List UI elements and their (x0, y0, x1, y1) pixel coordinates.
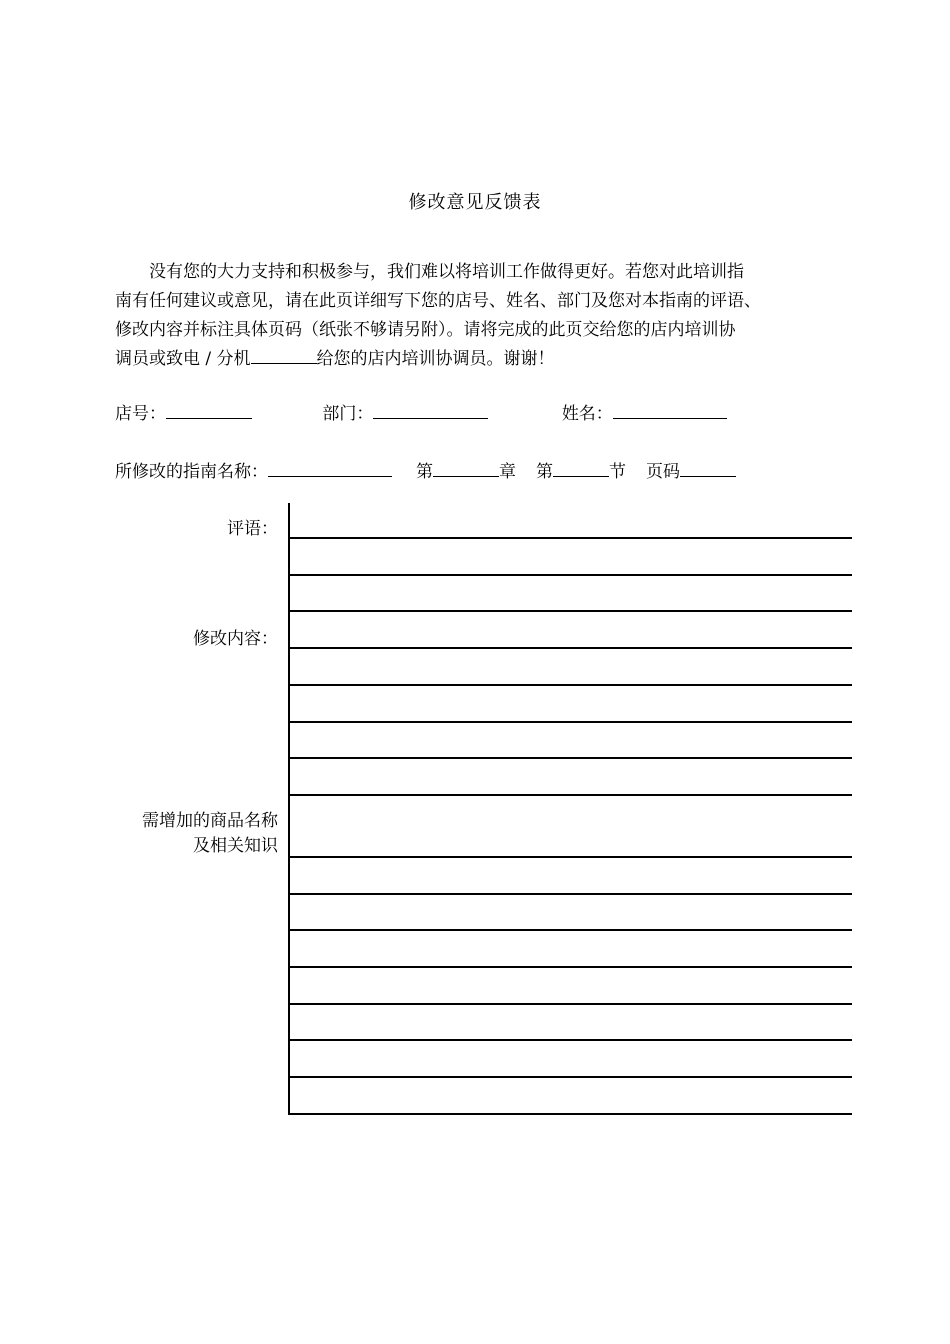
writing-line[interactable] (288, 1003, 852, 1005)
intro-line-3 (115, 316, 855, 345)
writing-line[interactable] (288, 537, 852, 539)
writing-line[interactable] (288, 893, 852, 895)
name-label: 姓名： (561, 404, 613, 424)
writing-line[interactable] (288, 856, 852, 858)
extension-blank[interactable] (251, 345, 317, 364)
writing-line[interactable] (288, 794, 852, 796)
intro-text-2: 南有任何建议或意见，请在此页详细写下您的店号、姓名、部门及您对本指南的评语、 (115, 291, 761, 311)
writing-area (288, 503, 852, 1115)
intro-line-1 (115, 258, 855, 287)
intro-line-2 (115, 287, 855, 316)
section-suffix: 节 (609, 462, 626, 482)
writing-line[interactable] (288, 757, 852, 759)
writing-line[interactable] (288, 1039, 852, 1041)
writing-line[interactable] (288, 610, 852, 612)
product-label (142, 809, 278, 859)
chapter-prefix: 第 (416, 462, 433, 482)
intro-paragraph (115, 258, 855, 374)
vertical-rule (288, 503, 290, 1115)
writing-line[interactable] (288, 721, 852, 723)
writing-line[interactable] (288, 929, 852, 931)
writing-line[interactable] (288, 684, 852, 686)
name-field (562, 400, 727, 426)
product-label-line-2: 及相关知识 (193, 836, 278, 856)
department-blank[interactable] (373, 400, 488, 419)
writing-line[interactable] (288, 574, 852, 576)
intro-text-4-prefix: 调员或致电 / 分机 (115, 349, 251, 369)
modification-label: 修改内容： (193, 629, 278, 649)
writing-line[interactable] (288, 1113, 852, 1115)
section-prefix: 第 (536, 462, 553, 482)
chapter-suffix: 章 (499, 462, 516, 482)
guide-name-blank[interactable] (268, 458, 392, 477)
page-label: 页码 (646, 462, 680, 482)
department-field (322, 400, 556, 426)
store-field (115, 400, 317, 426)
writing-line[interactable] (288, 966, 852, 968)
department-label: 部门： (322, 404, 374, 424)
intro-line-4 (115, 345, 855, 374)
name-blank[interactable] (613, 400, 727, 419)
store-blank[interactable] (166, 400, 252, 419)
chapter-blank[interactable] (433, 458, 499, 477)
page-blank[interactable] (680, 458, 736, 477)
product-label-line-1: 需增加的商品名称 (142, 811, 278, 831)
info-row-2 (115, 458, 736, 484)
intro-text-1: 没有您的大力支持和积极参与，我们难以将培训工作做得更好。若您对此培训指 (149, 262, 744, 282)
page-title: 修改意见反馈表 (408, 192, 542, 213)
store-label: 店号： (115, 404, 166, 424)
guide-name-label: 所修改的指南名称： (115, 462, 268, 482)
intro-text-3: 修改内容并标注具体页码（纸张不够请另附）。请将完成的此页交给您的店内培训协 (115, 320, 736, 340)
intro-text-4-suffix: 给您的店内培训协调员。谢谢！ (316, 349, 555, 369)
comment-label: 评语： (227, 519, 278, 539)
writing-line[interactable] (288, 1076, 852, 1078)
writing-line[interactable] (288, 647, 852, 649)
section-blank[interactable] (553, 458, 609, 477)
info-row-1 (115, 400, 727, 426)
